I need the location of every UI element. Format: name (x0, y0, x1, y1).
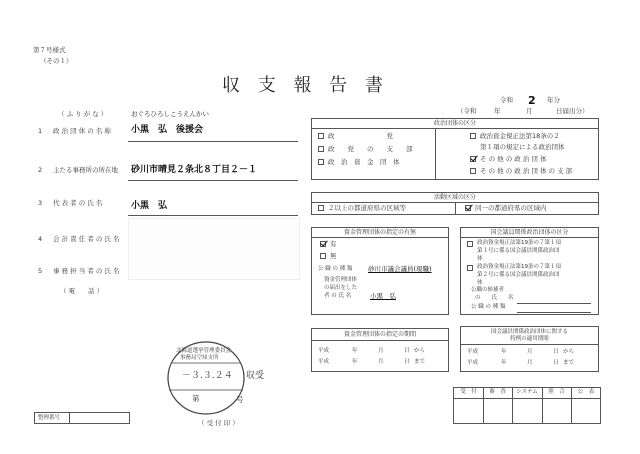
diet-period-header1: 国会議員関係政治団体に関する (490, 329, 568, 335)
diet-org-opt2-cont2: 体 (477, 280, 483, 286)
form-sub: （その１） (40, 57, 73, 65)
diet-org-opt1[interactable] (467, 241, 561, 247)
fund-mgmt-no[interactable] (320, 253, 337, 260)
period-month: 月 (378, 348, 384, 354)
period-from: から (563, 349, 575, 355)
date-month: 月 (526, 107, 533, 115)
office-col-review: 審 査 (489, 389, 506, 395)
diet-period-header2: 特例の適用期間 (510, 336, 549, 342)
divider (461, 344, 598, 345)
fund-mgmt-header: 資金管理団体の指定の有無 (312, 228, 448, 238)
period-from: から (414, 348, 426, 354)
field-label: 代 表 者 の 氏 名 (53, 199, 103, 207)
option-label: 政治資金規正法第19条の７第１項 (477, 240, 561, 247)
divider (69, 413, 70, 423)
checkmark-icon[interactable] (470, 156, 476, 162)
ref-no-label: 整理番号 (38, 415, 61, 421)
office-col-publish: 公 表 (577, 389, 595, 395)
form-number: 第７号様式 (33, 46, 66, 54)
field-label: 政 治 団 体 の 名 称 (53, 127, 111, 135)
year-value: 2 (528, 94, 536, 107)
org-type-party-branch[interactable] (318, 146, 413, 153)
office-col-verify: 照 合 (548, 389, 565, 395)
public-office-kind-value: 砂川市議会議員(現職) (368, 265, 432, 273)
period-to: まで (414, 359, 426, 365)
furigana-value: おぐろひろしこうえんかい (131, 110, 209, 118)
period-year: 年 (501, 360, 507, 366)
fund-period-box (311, 328, 449, 372)
phone-label: （ 電 話 ） (60, 287, 104, 295)
org-type-other[interactable] (470, 156, 546, 163)
org-type-art18[interactable] (470, 133, 560, 140)
stamp-num1: 第 (192, 394, 200, 403)
fund-mgmt-yes[interactable] (320, 241, 337, 248)
fund-mgmt-box (311, 227, 449, 315)
office-col-received: 受 付 (460, 389, 477, 395)
receipt-stamp (166, 340, 270, 416)
diet-org-header: 国会議員関係政治団体の区分 (461, 228, 598, 238)
candidate-label: 公職の候補者 (471, 287, 505, 293)
org-type-box (311, 118, 599, 180)
option-label: 政 党 (328, 132, 393, 140)
divider (455, 202, 456, 215)
diet-org-opt2[interactable] (467, 265, 561, 271)
org-type-art18-cont (480, 144, 565, 151)
fund-mgmt-line1: 資金管理団体 (324, 277, 358, 283)
field-num: 4 (38, 235, 43, 243)
fund-mgmt-line2: の届出をした (324, 285, 358, 291)
field-value: 小黒 弘 後援会 (131, 125, 204, 135)
period-day: 日 (404, 359, 410, 365)
date-day: 日届出分） (556, 107, 589, 115)
office-table (453, 387, 601, 424)
stamp-line1: 北海道選挙管理委員会 (176, 348, 232, 354)
fund-mgmt-person: 小黒 弘 (370, 292, 396, 300)
option-label: そ の 他 の 政 治 団 体 (480, 155, 547, 163)
period-era: 平成 (467, 360, 479, 366)
checkbox-icon[interactable] (318, 159, 324, 165)
field-underline (128, 141, 298, 142)
activity-area-box (311, 192, 599, 215)
checkbox-icon[interactable] (318, 205, 324, 211)
ref-no-box[interactable] (34, 412, 130, 424)
year-era: 令和 (500, 96, 513, 104)
activity-area-header: 活動区域の区分 (312, 193, 598, 203)
fund-mgmt-line3: 者 の 氏 名 (324, 293, 352, 299)
diet-period-box (460, 326, 599, 372)
diet-org-box (460, 227, 599, 315)
option-label: 第１項の規定による政治団体 (480, 143, 565, 151)
period-month: 月 (378, 359, 384, 365)
checkmark-icon[interactable] (465, 205, 471, 211)
checkbox-icon[interactable] (470, 133, 476, 139)
diet-org-opt2-cont: 第２号に係る国会議員関係政治団 (477, 272, 560, 278)
option-label: 政治資金規正法第19条の７第１項 (477, 264, 561, 271)
period-era: 平成 (318, 359, 330, 365)
field-label: 事 務 担 当 者 の 氏 名 (53, 267, 120, 275)
option-label: 無 (330, 252, 337, 260)
option-label: 政治資金規正法第18条の２ (480, 132, 560, 140)
blank-area (128, 218, 300, 280)
diet-org-opt1-cont2: 体 (477, 256, 483, 262)
stamp-caption: （ 受 付 印 ） (198, 419, 239, 427)
option-label: ２以上の都道府県の区域等 (328, 204, 406, 212)
period-to: まで (563, 360, 575, 366)
option-label: 政 党 の 支 部 (328, 145, 413, 153)
stamp-num2: 号 (236, 395, 244, 404)
org-type-fund-org[interactable] (318, 159, 400, 166)
field-value: 小黒 弘 (131, 201, 168, 211)
diet-org-opt1-cont: 第１号に係る国会議員関係政治団 (477, 248, 560, 254)
stamp-date: －３.３.２４ (182, 371, 233, 381)
period-day: 日 (553, 349, 559, 355)
field-underline (128, 180, 298, 181)
period-day: 日 (404, 348, 410, 354)
org-type-other-branch[interactable] (470, 168, 572, 175)
field-value: 砂川市晴見２条北８丁目２－１ (131, 165, 258, 175)
activity-single-prefecture[interactable] (465, 205, 547, 212)
field-num: 3 (38, 199, 43, 207)
field-num: 2 (38, 166, 43, 174)
public-office-kind-label: 公 職 の 種 類 (318, 266, 353, 272)
period-year: 年 (352, 348, 358, 354)
option-label: 有 (330, 240, 337, 248)
office-col-system: システム (516, 389, 538, 395)
field-num: 5 (38, 267, 43, 275)
candidate-kind-line (517, 312, 591, 313)
checkbox-icon[interactable] (467, 265, 473, 271)
checkmark-icon[interactable] (320, 241, 326, 247)
checkbox-icon[interactable] (320, 253, 326, 259)
checkbox-icon[interactable] (470, 168, 476, 174)
page-title: 収 支 報 告 書 (222, 75, 389, 96)
field-label: 主たる事務所の所在地 (53, 166, 118, 174)
candidate-name-label: の 氏 名 (475, 295, 514, 301)
period-month: 月 (527, 349, 533, 355)
candidate-kind-label: 公 職 の 種 類 (471, 304, 506, 310)
checkbox-icon[interactable] (467, 241, 473, 247)
period-day: 日 (553, 360, 559, 366)
checkbox-icon[interactable] (318, 146, 324, 152)
date-year: 年 (494, 107, 501, 115)
stamp-recv: 収受 (246, 371, 265, 381)
checkbox-icon[interactable] (318, 133, 324, 139)
furigana-label: （ ふ り が な ） (58, 110, 108, 118)
activity-multi-prefecture[interactable] (318, 205, 406, 212)
org-type-party[interactable] (318, 133, 393, 140)
year-suffix: 年分 (547, 96, 560, 104)
period-year: 年 (352, 359, 358, 365)
period-era: 平成 (318, 348, 330, 354)
org-type-header: 政治団体の区分 (312, 119, 598, 129)
field-label: 会 計 責 任 者 の 氏 名 (53, 235, 120, 243)
period-month: 月 (527, 360, 533, 366)
period-year: 年 (501, 349, 507, 355)
option-label: そ の 他 の 政 治 団 体 の 支 部 (480, 167, 573, 175)
date-era: （令和 (457, 107, 477, 115)
stamp-line2: 事務局空知支所 (180, 355, 219, 361)
divider (435, 128, 436, 180)
divider (454, 398, 600, 399)
fund-period-header: 資金管理団体の指定の期間 (312, 329, 448, 341)
field-underline (128, 215, 298, 216)
field-num: 1 (38, 127, 43, 135)
period-era: 平成 (467, 349, 479, 355)
option-label: 同一の都道府県の区域内 (475, 204, 547, 212)
candidate-name-line (517, 303, 591, 304)
option-label: 政 治 資 金 団 体 (328, 158, 400, 166)
